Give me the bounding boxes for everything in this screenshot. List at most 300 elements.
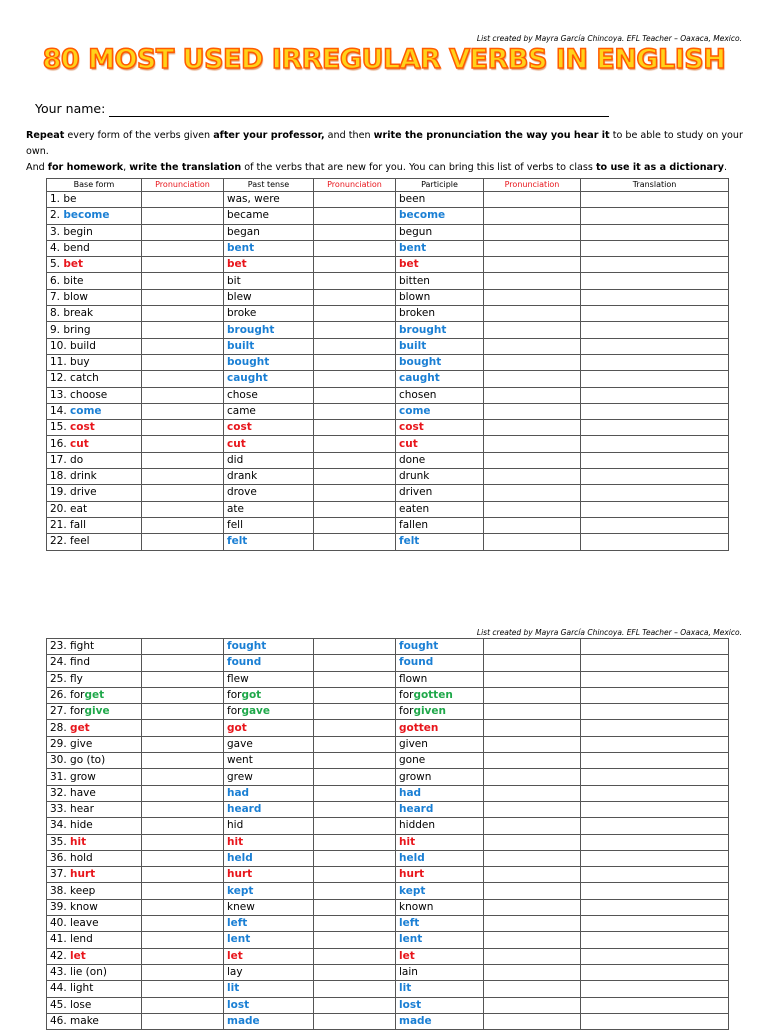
- pronunciation-cell[interactable]: [484, 932, 581, 948]
- pronunciation-cell[interactable]: [484, 208, 581, 224]
- pronunciation-cell[interactable]: [142, 785, 224, 801]
- base-form-cell: [47, 704, 142, 720]
- name-line[interactable]: [109, 101, 609, 117]
- participle-cell: [396, 192, 484, 208]
- row-number: 13.: [50, 388, 71, 401]
- pronunciation-cell[interactable]: [484, 850, 581, 866]
- base-form-cell: [47, 354, 142, 370]
- verb-form: come: [399, 405, 431, 417]
- verb-form: heard: [227, 803, 262, 816]
- pronunciation-cell[interactable]: [142, 655, 224, 671]
- participle-cell: [396, 517, 484, 533]
- translation-cell[interactable]: [581, 850, 729, 866]
- pronunciation-cell[interactable]: [314, 704, 396, 720]
- pronunciation-cell[interactable]: [142, 687, 224, 703]
- pronunciation-cell[interactable]: [142, 420, 224, 436]
- table-row: [47, 997, 729, 1013]
- table-row: [47, 224, 729, 240]
- pronunciation-cell[interactable]: [142, 720, 224, 736]
- base-form-cell: [47, 436, 142, 452]
- translation-cell[interactable]: [581, 354, 729, 370]
- pronunciation-cell[interactable]: [484, 948, 581, 964]
- instruction-emphasis: after your professor,: [213, 130, 325, 141]
- pronunciation-cell[interactable]: [142, 964, 224, 980]
- past-tense-cell: [224, 981, 314, 997]
- pronunciation-cell[interactable]: [314, 899, 396, 915]
- pronunciation-cell[interactable]: [314, 720, 396, 736]
- translation-cell[interactable]: [581, 501, 729, 517]
- pronunciation-cell[interactable]: [142, 485, 224, 501]
- pronunciation-cell[interactable]: [484, 785, 581, 801]
- translation-cell[interactable]: [581, 403, 729, 419]
- verb-form: chosen: [399, 388, 437, 401]
- verb-form: blow: [63, 290, 88, 303]
- pronunciation-cell[interactable]: [142, 322, 224, 338]
- pronunciation-cell[interactable]: [314, 517, 396, 533]
- pronunciation-cell[interactable]: [314, 948, 396, 964]
- row-number: 37.: [50, 868, 71, 881]
- pronunciation-cell[interactable]: [484, 224, 581, 240]
- past-tense-cell: [224, 517, 314, 533]
- translation-cell[interactable]: [581, 981, 729, 997]
- translation-cell[interactable]: [581, 899, 729, 915]
- base-form-cell: [47, 1013, 142, 1029]
- pronunciation-cell[interactable]: [484, 818, 581, 834]
- translation-cell[interactable]: [581, 338, 729, 354]
- verb-form: know: [70, 900, 98, 913]
- past-tense-cell: [224, 655, 314, 671]
- past-tense-cell: [224, 932, 314, 948]
- pronunciation-cell[interactable]: [484, 273, 581, 289]
- participle-cell: [396, 867, 484, 883]
- translation-cell[interactable]: [581, 720, 729, 736]
- verb-form: found: [227, 656, 262, 669]
- pronunciation-cell[interactable]: [142, 981, 224, 997]
- verb-form: begin: [63, 225, 93, 238]
- verb-form: brought: [399, 323, 447, 336]
- verb-form: become: [63, 209, 110, 222]
- pronunciation-cell[interactable]: [484, 257, 581, 273]
- translation-cell[interactable]: [581, 736, 729, 752]
- verb-form: hurt: [227, 868, 253, 881]
- translation-cell[interactable]: [581, 948, 729, 964]
- verb-form: lent: [399, 933, 423, 946]
- pronunciation-cell[interactable]: [314, 818, 396, 834]
- pronunciation-cell[interactable]: [314, 436, 396, 452]
- translation-cell[interactable]: [581, 687, 729, 703]
- row-number: 43.: [50, 966, 71, 979]
- translation-cell[interactable]: [581, 208, 729, 224]
- pronunciation-cell[interactable]: [484, 704, 581, 720]
- translation-cell[interactable]: [581, 818, 729, 834]
- verb-form: drank: [227, 470, 258, 483]
- row-number: 30.: [50, 754, 71, 767]
- verb-form: bet: [399, 258, 419, 271]
- pronunciation-cell[interactable]: [142, 452, 224, 468]
- verb-form: held: [399, 852, 425, 864]
- verb-form: grow: [70, 770, 96, 783]
- translation-cell[interactable]: [581, 469, 729, 485]
- translation-cell[interactable]: [581, 671, 729, 687]
- pronunciation-cell[interactable]: [314, 403, 396, 419]
- verb-form: begun: [399, 225, 433, 238]
- pronunciation-cell[interactable]: [142, 469, 224, 485]
- pronunciation-cell[interactable]: [142, 192, 224, 208]
- translation-cell[interactable]: [581, 785, 729, 801]
- col-header-pronunciation: Pronunciation: [142, 179, 224, 192]
- pronunciation-cell[interactable]: [484, 639, 581, 655]
- translation-cell[interactable]: [581, 224, 729, 240]
- pronunciation-cell[interactable]: [314, 387, 396, 403]
- translation-cell[interactable]: [581, 1013, 729, 1029]
- verb-form: flown: [399, 672, 428, 685]
- pronunciation-cell[interactable]: [314, 1013, 396, 1029]
- past-tense-cell: [224, 948, 314, 964]
- pronunciation-cell[interactable]: [484, 1013, 581, 1029]
- verb-form: lend: [70, 933, 93, 946]
- translation-cell[interactable]: [581, 997, 729, 1013]
- table-row: [47, 387, 729, 403]
- pronunciation-cell[interactable]: [314, 671, 396, 687]
- base-form-cell: [47, 485, 142, 501]
- table-row: [47, 720, 729, 736]
- pronunciation-cell[interactable]: [142, 371, 224, 387]
- pronunciation-cell[interactable]: [314, 240, 396, 256]
- pronunciation-cell[interactable]: [314, 534, 396, 550]
- pronunciation-cell[interactable]: [314, 208, 396, 224]
- row-number: 22.: [50, 535, 71, 548]
- translation-cell[interactable]: [581, 883, 729, 899]
- pronunciation-cell[interactable]: [142, 916, 224, 932]
- participle-cell: [396, 769, 484, 785]
- pronunciation-cell[interactable]: [142, 769, 224, 785]
- table-row: [47, 639, 729, 655]
- pronunciation-cell[interactable]: [484, 485, 581, 501]
- pronunciation-cell[interactable]: [314, 932, 396, 948]
- pronunciation-cell[interactable]: [142, 932, 224, 948]
- translation-cell[interactable]: [581, 534, 729, 550]
- pronunciation-cell[interactable]: [142, 534, 224, 550]
- table-row: [47, 517, 729, 533]
- pronunciation-cell[interactable]: [484, 452, 581, 468]
- pronunciation-cell[interactable]: [142, 436, 224, 452]
- translation-cell[interactable]: [581, 273, 729, 289]
- table-row: [47, 257, 729, 273]
- pronunciation-cell[interactable]: [142, 883, 224, 899]
- translation-cell[interactable]: [581, 485, 729, 501]
- pronunciation-cell[interactable]: [142, 704, 224, 720]
- pronunciation-cell[interactable]: [484, 769, 581, 785]
- pronunciation-cell[interactable]: [484, 801, 581, 817]
- pronunciation-cell[interactable]: [314, 801, 396, 817]
- translation-cell[interactable]: [581, 240, 729, 256]
- verb-form: fight: [70, 640, 95, 653]
- pronunciation-cell[interactable]: [484, 306, 581, 322]
- instruction-text: .: [724, 162, 728, 173]
- pronunciation-cell[interactable]: [314, 753, 396, 769]
- pronunciation-cell[interactable]: [142, 306, 224, 322]
- past-tense-cell: [224, 192, 314, 208]
- col-header-base: Base form: [47, 179, 142, 192]
- translation-cell[interactable]: [581, 257, 729, 273]
- table-row: [47, 671, 729, 687]
- pronunciation-cell[interactable]: [142, 224, 224, 240]
- instruction-line: [26, 128, 746, 160]
- verb-form: become: [399, 209, 446, 222]
- verb-form: held: [227, 852, 253, 864]
- pronunciation-cell[interactable]: [484, 192, 581, 208]
- pronunciation-cell[interactable]: [314, 273, 396, 289]
- verb-form: made: [399, 1014, 432, 1027]
- pronunciation-cell[interactable]: [314, 420, 396, 436]
- base-form-cell: [47, 257, 142, 273]
- pronunciation-cell[interactable]: [484, 289, 581, 305]
- table-row: [47, 899, 729, 915]
- pronunciation-cell[interactable]: [314, 469, 396, 485]
- translation-cell[interactable]: [581, 801, 729, 817]
- pronunciation-cell[interactable]: [314, 883, 396, 899]
- verb-table-2: [46, 638, 729, 1030]
- past-tense-cell: [224, 452, 314, 468]
- translation-cell[interactable]: [581, 192, 729, 208]
- pronunciation-cell[interactable]: [314, 257, 396, 273]
- pronunciation-cell[interactable]: [142, 273, 224, 289]
- pronunciation-cell[interactable]: [484, 240, 581, 256]
- pronunciation-cell[interactable]: [142, 850, 224, 866]
- base-form-cell: [47, 208, 142, 224]
- pronunciation-cell[interactable]: [314, 785, 396, 801]
- pronunciation-cell[interactable]: [314, 964, 396, 980]
- pronunciation-cell[interactable]: [142, 639, 224, 655]
- verb-form: caught: [399, 372, 440, 385]
- pronunciation-cell[interactable]: [484, 501, 581, 517]
- translation-cell[interactable]: [581, 420, 729, 436]
- verb-form: let: [399, 949, 415, 962]
- verb-form: lay: [227, 966, 243, 979]
- instruction-line: [26, 160, 746, 176]
- base-form-cell: [47, 273, 142, 289]
- pronunciation-cell[interactable]: [142, 403, 224, 419]
- instruction-text: to be able to study on your own.: [26, 130, 743, 157]
- row-number: 8.: [50, 307, 64, 320]
- pronunciation-cell[interactable]: [484, 436, 581, 452]
- base-form-cell: [47, 224, 142, 240]
- translation-cell[interactable]: [581, 769, 729, 785]
- pronunciation-cell[interactable]: [142, 338, 224, 354]
- pronunciation-cell[interactable]: [484, 997, 581, 1013]
- pronunciation-cell[interactable]: [484, 916, 581, 932]
- table-row: [47, 273, 729, 289]
- past-tense-cell: [224, 273, 314, 289]
- verb-form: kept: [227, 884, 254, 897]
- translation-cell[interactable]: [581, 964, 729, 980]
- participle-cell: [396, 916, 484, 932]
- pronunciation-cell[interactable]: [142, 753, 224, 769]
- pronunciation-cell[interactable]: [484, 964, 581, 980]
- verb-form: lost: [399, 998, 422, 1011]
- pronunciation-cell[interactable]: [142, 834, 224, 850]
- pronunciation-cell[interactable]: [484, 883, 581, 899]
- pronunciation-cell[interactable]: [484, 736, 581, 752]
- pronunciation-cell[interactable]: [142, 354, 224, 370]
- translation-cell[interactable]: [581, 932, 729, 948]
- pronunciation-cell[interactable]: [314, 769, 396, 785]
- translation-cell[interactable]: [581, 834, 729, 850]
- translation-cell[interactable]: [581, 322, 729, 338]
- pronunciation-cell[interactable]: [484, 371, 581, 387]
- pronunciation-cell[interactable]: [484, 387, 581, 403]
- verb-form: lose: [70, 998, 92, 1011]
- translation-cell[interactable]: [581, 436, 729, 452]
- pronunciation-cell[interactable]: [484, 354, 581, 370]
- pronunciation-cell[interactable]: [314, 850, 396, 866]
- translation-cell[interactable]: [581, 371, 729, 387]
- translation-cell[interactable]: [581, 655, 729, 671]
- pronunciation-cell[interactable]: [314, 834, 396, 850]
- pronunciation-cell[interactable]: [484, 899, 581, 915]
- pronunciation-cell[interactable]: [484, 867, 581, 883]
- table-row: [47, 485, 729, 501]
- pronunciation-cell[interactable]: [314, 338, 396, 354]
- pronunciation-cell[interactable]: [142, 899, 224, 915]
- base-form-cell: [47, 720, 142, 736]
- pronunciation-cell[interactable]: [314, 867, 396, 883]
- pronunciation-cell[interactable]: [314, 485, 396, 501]
- translation-cell[interactable]: [581, 452, 729, 468]
- row-number: 17.: [50, 453, 71, 466]
- pronunciation-cell[interactable]: [314, 192, 396, 208]
- table-row: [47, 850, 729, 866]
- participle-cell: [396, 818, 484, 834]
- instruction-emphasis: for homework: [47, 162, 124, 173]
- table-row: [47, 208, 729, 224]
- row-number: 26.: [50, 689, 71, 702]
- verb-form: felt: [399, 535, 420, 548]
- pronunciation-cell[interactable]: [314, 371, 396, 387]
- translation-cell[interactable]: [581, 387, 729, 403]
- translation-cell[interactable]: [581, 916, 729, 932]
- pronunciation-cell[interactable]: [314, 655, 396, 671]
- pronunciation-cell[interactable]: [484, 655, 581, 671]
- translation-cell[interactable]: [581, 753, 729, 769]
- translation-cell[interactable]: [581, 289, 729, 305]
- translation-cell[interactable]: [581, 867, 729, 883]
- pronunciation-cell[interactable]: [314, 452, 396, 468]
- base-form-cell: [47, 534, 142, 550]
- pronunciation-cell[interactable]: [314, 916, 396, 932]
- pronunciation-cell[interactable]: [484, 671, 581, 687]
- participle-cell: [396, 403, 484, 419]
- table-row: [47, 932, 729, 948]
- pronunciation-cell[interactable]: [314, 981, 396, 997]
- pronunciation-cell[interactable]: [314, 224, 396, 240]
- pronunciation-cell[interactable]: [142, 948, 224, 964]
- verb-form: kept: [399, 884, 426, 897]
- pronunciation-cell[interactable]: [142, 801, 224, 817]
- participle-cell: [396, 420, 484, 436]
- verb-form: build: [70, 339, 96, 352]
- instruction-text: ,: [123, 162, 130, 173]
- pronunciation-cell[interactable]: [314, 306, 396, 322]
- pronunciation-cell[interactable]: [314, 736, 396, 752]
- pronunciation-cell[interactable]: [142, 501, 224, 517]
- pronunciation-cell[interactable]: [484, 534, 581, 550]
- table-row: [47, 883, 729, 899]
- verb-form: gave: [241, 705, 271, 718]
- verb-form: bet: [227, 258, 247, 271]
- pronunciation-cell[interactable]: [142, 997, 224, 1013]
- pronunciation-cell[interactable]: [314, 501, 396, 517]
- pronunciation-cell[interactable]: [142, 240, 224, 256]
- verb-form: found: [399, 656, 434, 669]
- row-number: 31.: [50, 770, 71, 783]
- pronunciation-cell[interactable]: [142, 289, 224, 305]
- pronunciation-cell[interactable]: [314, 322, 396, 338]
- pronunciation-cell[interactable]: [142, 1013, 224, 1029]
- verb-form: drive: [70, 486, 97, 499]
- pronunciation-cell[interactable]: [314, 639, 396, 655]
- translation-cell[interactable]: [581, 704, 729, 720]
- table-row: [47, 655, 729, 671]
- verb-form: for: [227, 689, 242, 702]
- translation-cell[interactable]: [581, 639, 729, 655]
- base-form-cell: [47, 501, 142, 517]
- pronunciation-cell[interactable]: [484, 981, 581, 997]
- row-number: 4.: [50, 242, 64, 255]
- table-row: [47, 469, 729, 485]
- pronunciation-cell[interactable]: [314, 997, 396, 1013]
- pronunciation-cell[interactable]: [484, 834, 581, 850]
- col-header-past: Past tense: [224, 179, 314, 192]
- pronunciation-cell[interactable]: [484, 517, 581, 533]
- pronunciation-cell[interactable]: [142, 387, 224, 403]
- pronunciation-cell[interactable]: [484, 720, 581, 736]
- verb-form: ate: [227, 502, 245, 515]
- pronunciation-cell[interactable]: [484, 687, 581, 703]
- translation-cell[interactable]: [581, 517, 729, 533]
- participle-cell: [396, 704, 484, 720]
- instruction-emphasis: to use it as a dictionary: [595, 162, 724, 173]
- pronunciation-cell[interactable]: [142, 818, 224, 834]
- pronunciation-cell[interactable]: [314, 289, 396, 305]
- credit-line: List created by Mayra García Chincoya. EFL Teacher – Oaxaca, Mexico.: [476, 628, 742, 637]
- col-header-pronunciation: Pronunciation: [314, 179, 396, 192]
- verb-form: had: [399, 786, 422, 799]
- row-number: 9.: [50, 323, 64, 336]
- pronunciation-cell[interactable]: [142, 257, 224, 273]
- translation-cell[interactable]: [581, 306, 729, 322]
- pronunciation-cell[interactable]: [484, 753, 581, 769]
- pronunciation-cell[interactable]: [484, 403, 581, 419]
- table-row: [47, 769, 729, 785]
- pronunciation-cell[interactable]: [484, 322, 581, 338]
- pronunciation-cell[interactable]: [314, 687, 396, 703]
- pronunciation-cell[interactable]: [142, 867, 224, 883]
- pronunciation-cell[interactable]: [142, 517, 224, 533]
- pronunciation-cell[interactable]: [484, 338, 581, 354]
- pronunciation-cell[interactable]: [142, 671, 224, 687]
- verb-form: had: [227, 786, 250, 799]
- row-number: 46.: [50, 1014, 71, 1027]
- pronunciation-cell[interactable]: [484, 469, 581, 485]
- pronunciation-cell[interactable]: [142, 208, 224, 224]
- pronunciation-cell[interactable]: [484, 420, 581, 436]
- verb-form: was, were: [227, 193, 280, 206]
- pronunciation-cell[interactable]: [142, 736, 224, 752]
- participle-cell: [396, 354, 484, 370]
- verb-form: hold: [70, 852, 93, 864]
- pronunciation-cell[interactable]: [314, 354, 396, 370]
